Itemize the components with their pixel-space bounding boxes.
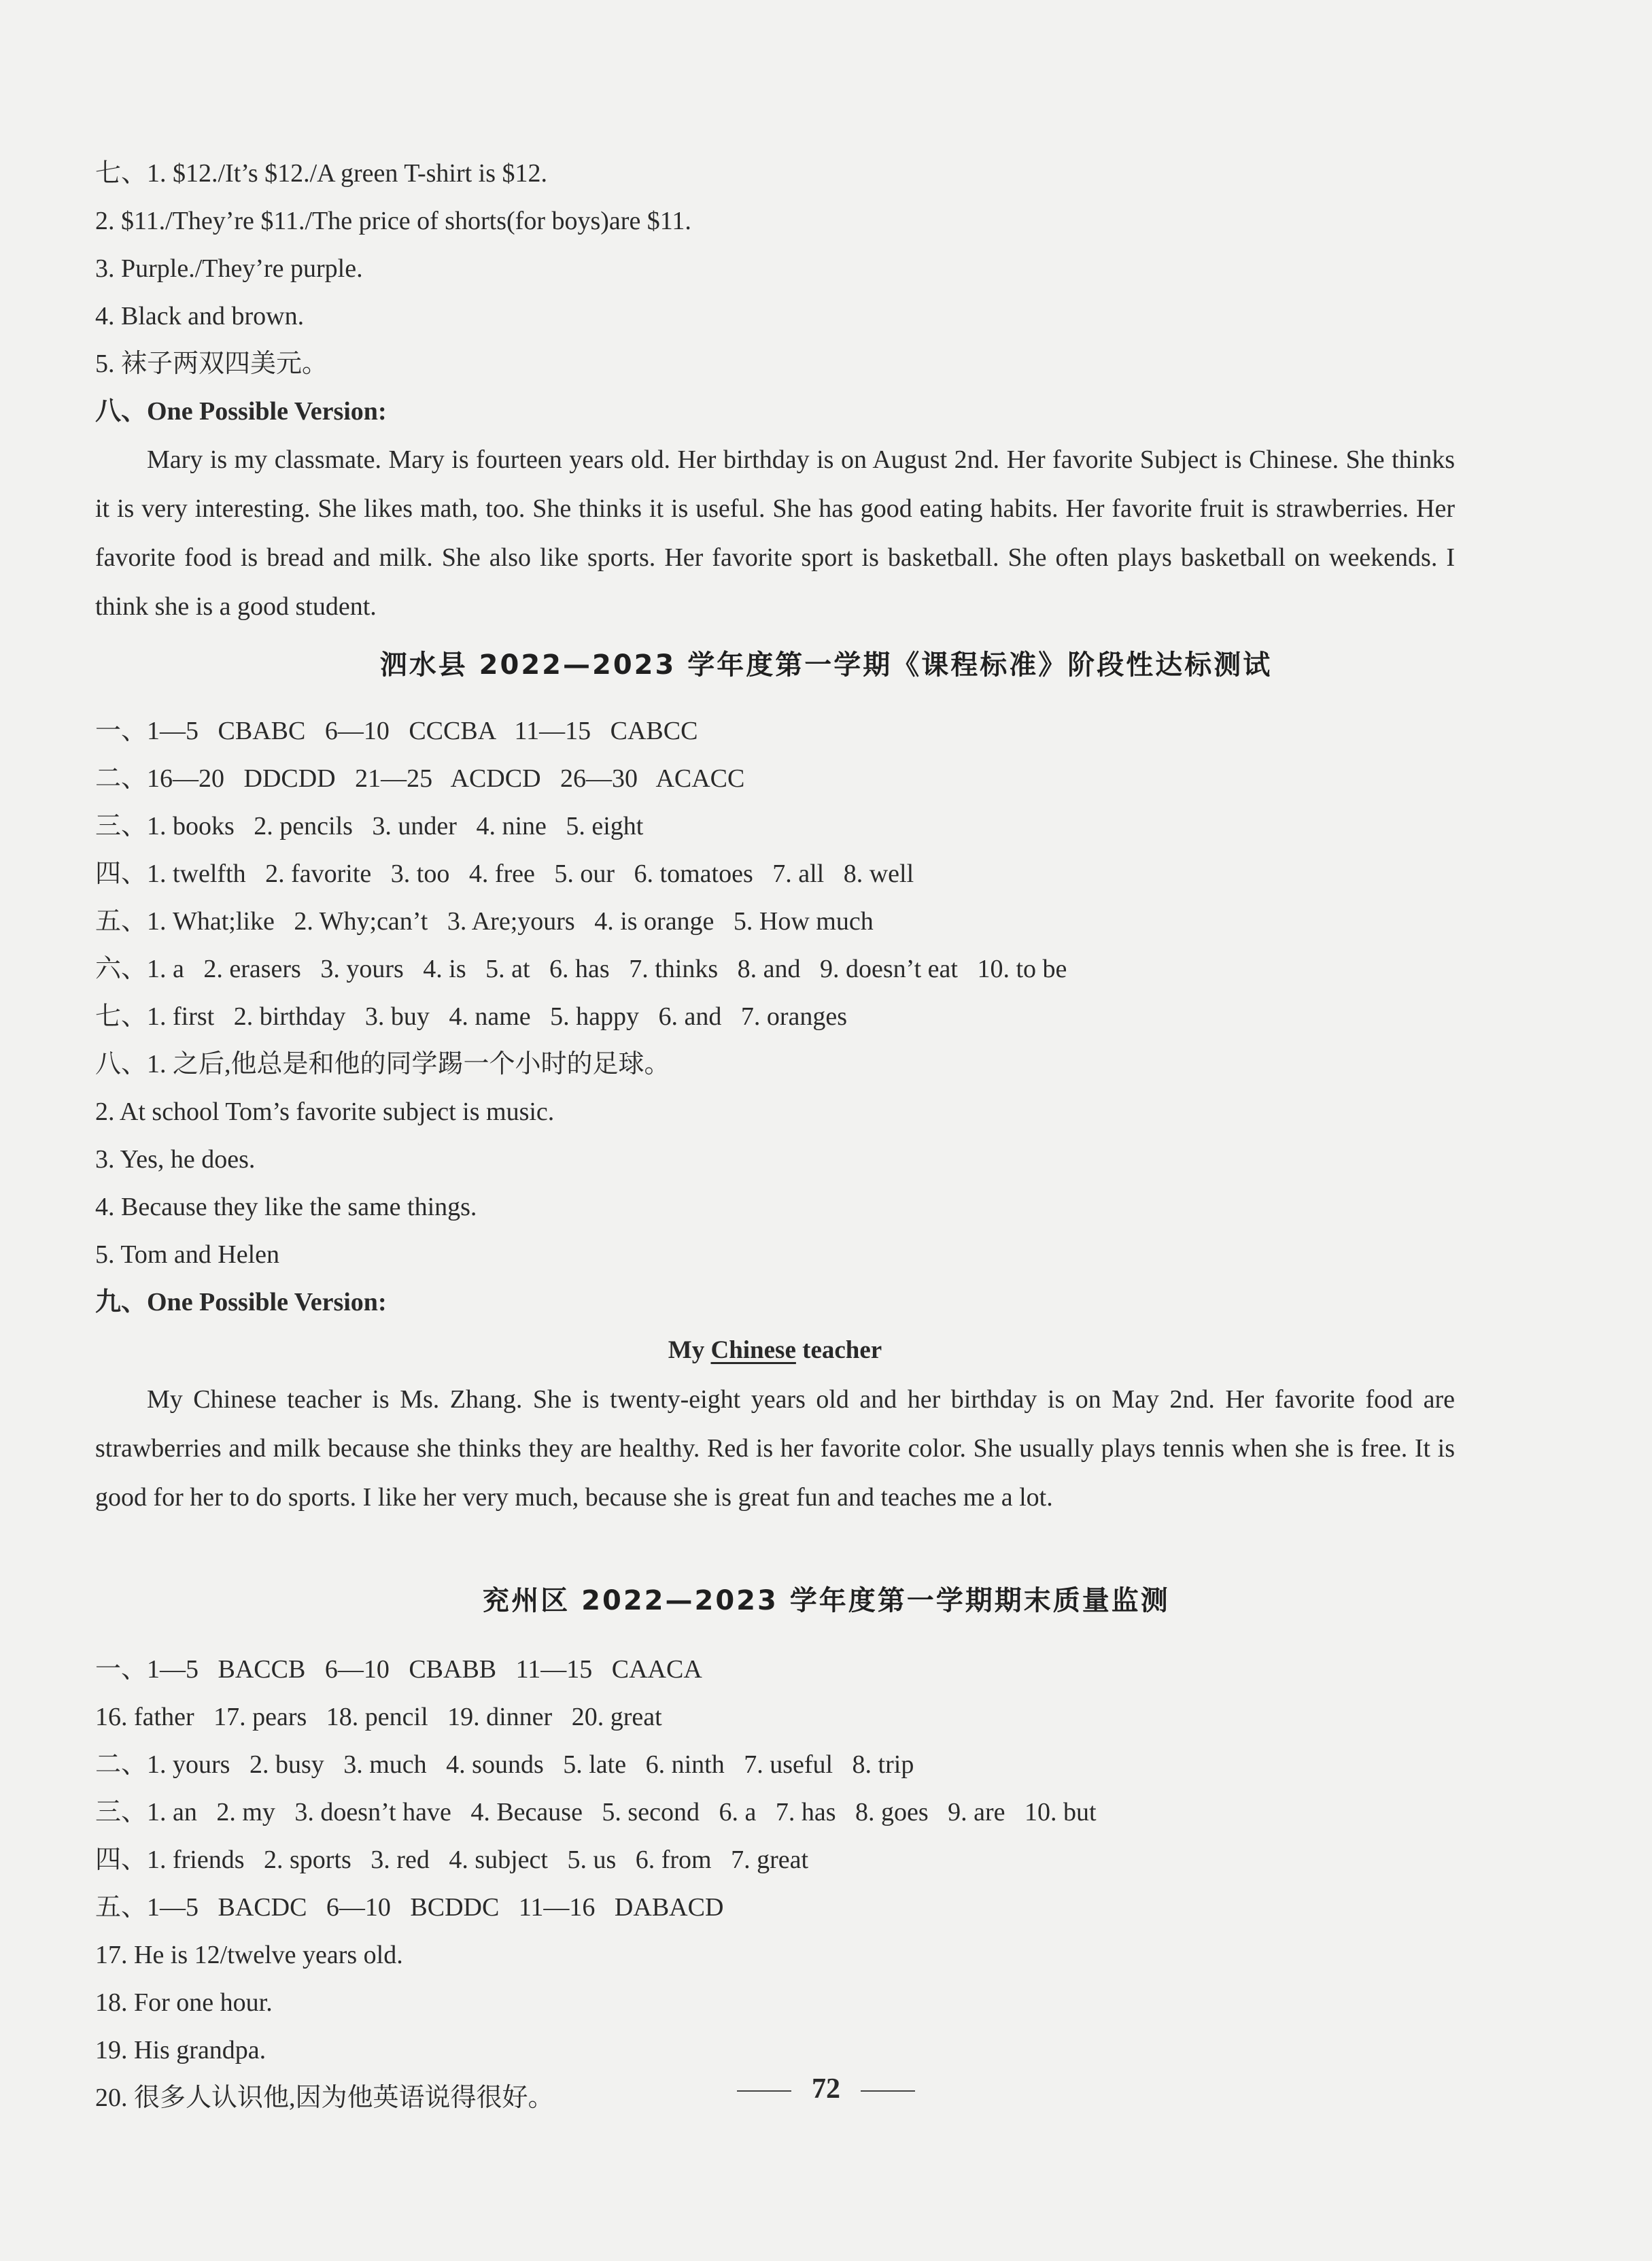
answer-line: 二、1. yours 2. busy 3. much 4. sounds 5. late 6. ninth 7. useful 8. trip bbox=[95, 1750, 914, 1779]
answer-line: 16. father 17. pears 18. pencil 19. dinner 20. great bbox=[95, 1703, 662, 1731]
answer-line: 2. $11./They’re $11./The price of shorts(for boys)are $11. bbox=[95, 207, 691, 235]
version-heading: 八、One Possible Version: bbox=[95, 397, 387, 426]
answer-line: 三、1. books 2. pencils 3. under 4. nine 5. eight bbox=[95, 812, 644, 840]
version-heading: 九、One Possible Version: bbox=[95, 1288, 387, 1316]
answer-line: 20. 很多人认识他,因为他英语说得很好。 bbox=[95, 2084, 554, 2112]
essay-title-underlined: Chinese bbox=[710, 1336, 796, 1364]
essay-paragraph: My Chinese teacher is Ms. Zhang. She is twenty-eight years old and her birthday is on May 2nd. Her favorite food are strawberries and milk because she thinks they are healthy. Red is her favorite color. She usually plays tennis when she is free. It is good for her to do sports. I like her very much, because she is great fun and teaches me a lot. bbox=[95, 1385, 1455, 1512]
answer-line: 八、1. 之后,他总是和他的同学踢一个小时的足球。 bbox=[95, 1050, 670, 1078]
answer-line: 4. Because they like the same things. bbox=[95, 1193, 477, 1221]
section-title: 泗水县 2022—2023 学年度第一学期《课程标准》阶段性达标测试 bbox=[379, 649, 1273, 681]
answer-line: 七、1. first 2. birthday 3. buy 4. name 5. happy 6. and 7. oranges bbox=[95, 1002, 848, 1031]
section2 bbox=[95, 707, 1455, 1522]
answer-line: 17. He is 12/twelve years old. bbox=[95, 1941, 403, 1969]
answer-line: 六、1. a 2. erasers 3. yours 4. is 5. at 6. has 7. thinks 8. and 9. doesn’t eat 10. to be bbox=[95, 955, 1067, 983]
answer-line: 2. At school Tom’s favorite subject is music. bbox=[95, 1098, 555, 1126]
answer-line: 四、1. friends 2. sports 3. red 4. subject 5. us 6. from 7. great bbox=[95, 1846, 809, 1874]
answer-line: 5. Tom and Helen bbox=[95, 1240, 280, 1269]
section1 bbox=[95, 150, 1455, 631]
answer-line: 3. Yes, he does. bbox=[95, 1145, 256, 1174]
answer-line: 七、1. $12./It’s $12./A green T-shirt is $12. bbox=[95, 159, 548, 188]
page-number: 72 bbox=[0, 2073, 1652, 2105]
answer-line: 5. 袜子两双四美元。 bbox=[95, 350, 328, 378]
answer-line: 一、1—5 CBABC 6—10 CCCBA 11—15 CABCC bbox=[95, 717, 698, 745]
answer-line: 一、1—5 BACCB 6—10 CBABB 11—15 CAACA bbox=[95, 1655, 702, 1684]
dash-right bbox=[861, 2090, 915, 2092]
answer-line: 四、1. twelfth 2. favorite 3. too 4. free 5. our 6. tomatoes 7. all 8. well bbox=[95, 860, 914, 888]
answer-line: 五、1—5 BACDC 6—10 BCDDC 11—16 DABACD bbox=[95, 1893, 724, 1922]
answer-line: 二、16—20 DDCDD 21—25 ACDCD 26—30 ACACC bbox=[95, 764, 745, 793]
answer-line: 4. Black and brown. bbox=[95, 302, 305, 330]
dash-left bbox=[737, 2090, 791, 2092]
section-title: 兖州区 2022—2023 学年度第一学期期末质量监测 bbox=[482, 1585, 1170, 1616]
answer-line: 三、1. an 2. my 3. doesn’t have 4. Because 5. second 6. a 7. has 8. goes 9. are 10. but bbox=[95, 1798, 1097, 1826]
answer-line: 五、1. What;like 2. Why;can’t 3. Are;yours 4. is orange 5. How much bbox=[95, 907, 874, 936]
answer-line: 19. His grandpa. bbox=[95, 2036, 266, 2064]
essay-title: My Chinese teacher bbox=[668, 1336, 882, 1364]
section3 bbox=[95, 1646, 1455, 2122]
essay-paragraph: Mary is my classmate. Mary is fourteen years old. Her birthday is on August 2nd. Her favorite Subject is Chinese. She thinks it is very interesting. She likes math, too. She thinks it is useful. She has good eating habits. Her favorite fruit is strawberries. Her favorite food is bread and milk. She also like sports. Her favorite sport is basketball. She often plays basketball on weekends. I think she is a good student. bbox=[95, 445, 1455, 621]
answer-line: 18. For one hour. bbox=[95, 1988, 273, 2017]
answer-line: 3. Purple./They’re purple. bbox=[95, 254, 363, 283]
